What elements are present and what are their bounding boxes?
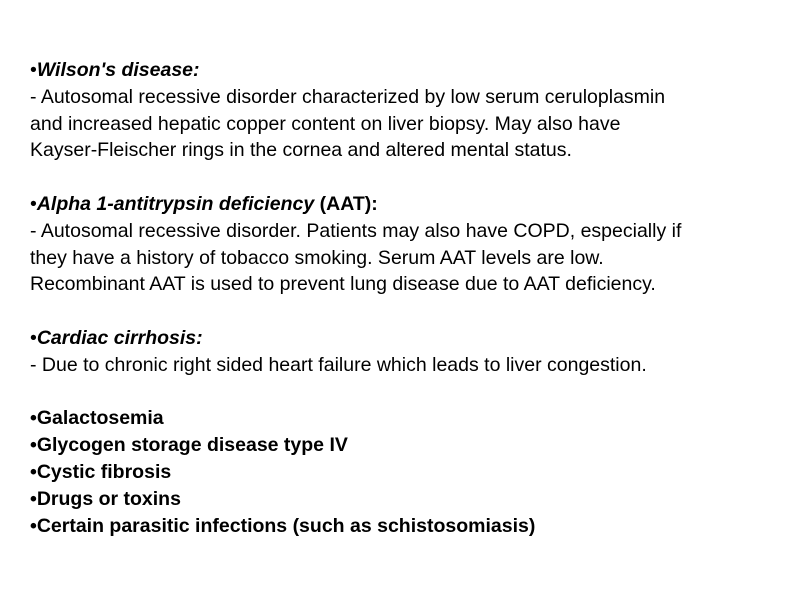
heading-suffix: (AAT): <box>314 192 378 215</box>
bullet: • <box>30 434 37 457</box>
body-line: they have a history of tobacco smoking. Serum AAT levels are low. <box>30 246 604 269</box>
heading-text: Cardiac cirrhosis: <box>36 326 203 349</box>
section-heading-wilsons <box>30 57 790 84</box>
bullet-item-text: Galactosemia <box>36 407 164 430</box>
bullet-item-text: Certain parasitic infections (such as schistosomiasis) <box>36 514 536 537</box>
paragraph-gap <box>30 298 790 325</box>
bullet: • <box>30 460 37 483</box>
bullet-item-text: Cystic fibrosis <box>36 460 172 483</box>
bullet-item-text: Glycogen storage disease type IV <box>36 434 348 457</box>
bullet: • <box>30 487 37 510</box>
section-heading-cardiac <box>30 325 790 352</box>
body-line: - Autosomal recessive disorder characterized by low serum ceruloplasmin <box>30 85 666 108</box>
bullet: • <box>30 192 37 215</box>
body-line: - Due to chronic right sided heart failure which leads to liver congestion. <box>30 353 647 376</box>
bullet-item <box>30 459 790 486</box>
body-line: - Autosomal recessive disorder. Patients may also have COPD, especially if <box>30 219 682 242</box>
heading-text: Wilson's disease: <box>36 59 200 81</box>
heading-text: Alpha 1-antitrypsin deficiency <box>36 192 315 215</box>
bullet-item <box>30 432 790 459</box>
bullet-item <box>30 486 790 513</box>
bullet-item <box>30 405 790 432</box>
bullet: • <box>30 326 37 349</box>
slide-content <box>30 57 790 539</box>
paragraph-gap <box>30 164 790 191</box>
body-line: and increased hepatic copper content on liver biopsy. May also have <box>30 112 621 135</box>
bullet: • <box>30 407 37 430</box>
bullet: • <box>30 514 37 537</box>
paragraph-gap <box>30 379 790 406</box>
bullet-item <box>30 513 790 540</box>
section-heading-aat <box>30 191 790 218</box>
bullet-item-text: Drugs or toxins <box>36 487 181 510</box>
bullet: • <box>30 59 37 81</box>
body-line: Kayser-Fleischer rings in the cornea and altered mental status. <box>30 139 572 162</box>
body-line: Recombinant AAT is used to prevent lung disease due to AAT deficiency. <box>30 273 656 296</box>
